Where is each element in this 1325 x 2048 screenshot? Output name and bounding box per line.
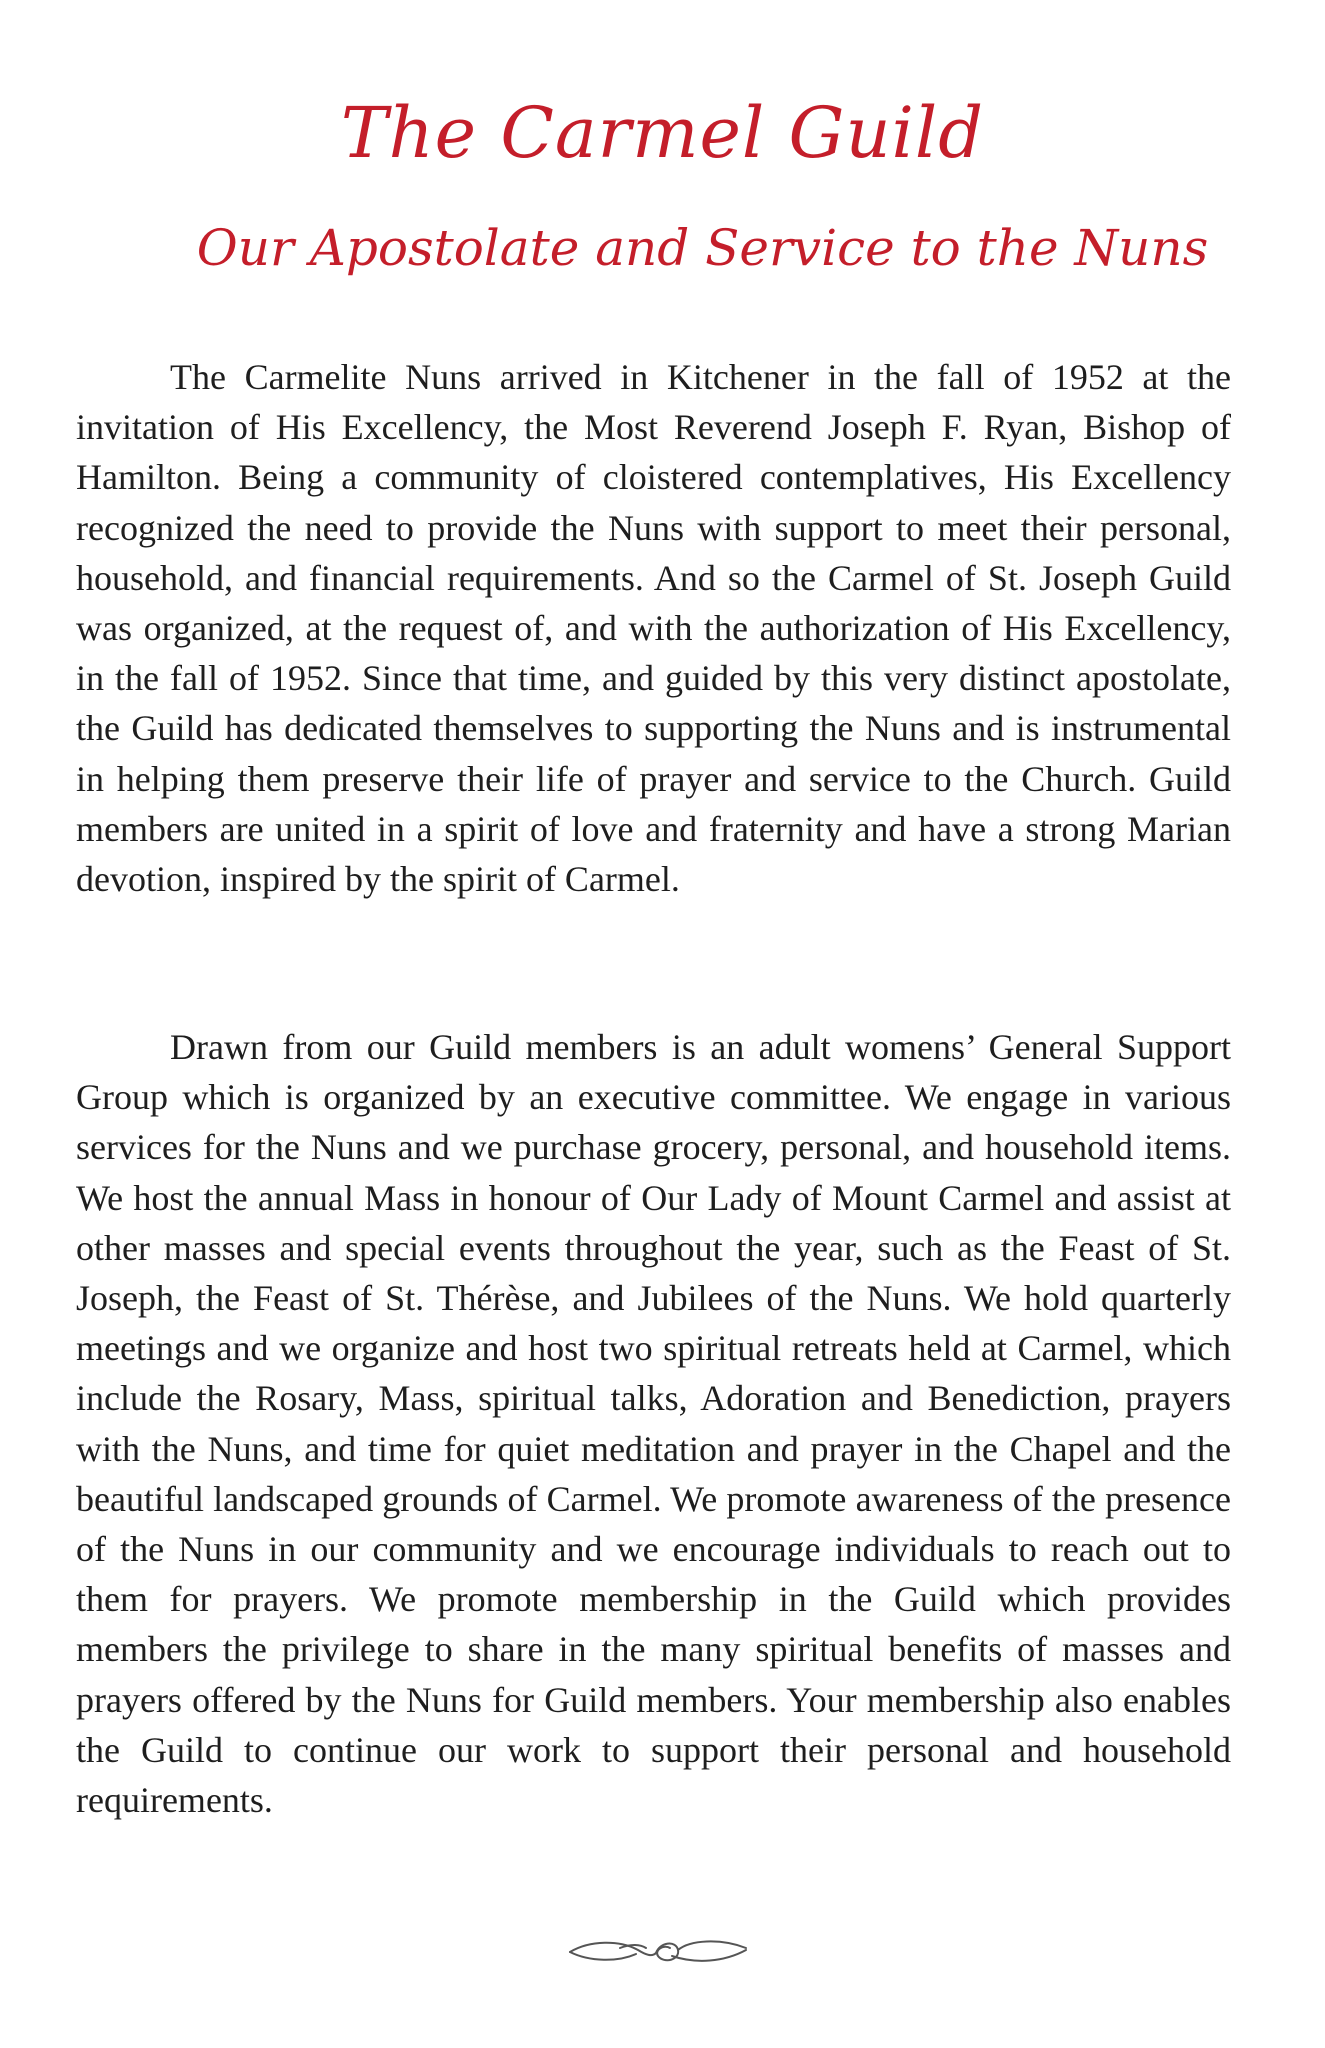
flourish-divider-icon [560, 1926, 760, 1976]
body-paragraph-services: Drawn from our Guild members is an adult womens’ General Support Group which is organized by an executive committee. We engage in various services for the Nuns and we purchase grocery, personal, and household items. We host the annual Mass in honour of Our Lady of Mount Carmel and assist at other masses and special events throughout the year, such as the Feast of St. Joseph, the Feast of St. Thérèse, and Jubilees of the Nuns. We hold quarterly meetings and we organize and host two spiritual retreats held at Carmel, which include the Rosary, Mass, spiritual talks, Adoration and Benediction, prayers with the Nuns, and time for quiet meditation and prayer in the Chapel and the beautiful landscaped grounds of Carmel. We promote awareness of the presence of the Nuns in our community and we encourage individuals to reach out to them for prayers. We promote membership in the Guild which provides members the privilege to share in the many spiritual benefits of masses and prayers offered by the Nuns for Guild members. Your membership also enables the Guild to continue our work to support their personal and household requirements. [76, 1027, 1231, 1821]
body-paragraph-history: The Carmelite Nuns arrived in Kitchener in the fall of 1952 at the invitation of His Excellency, the Most Reverend Joseph F. Ryan, Bishop of Hamilton. Being a community of cloistered contemplatives, His Excellency recognized the need to provide the Nuns with support to meet their personal, household, and financial requirements. And so the Carmel of St. Joseph Guild was organized, at the request of, and with the authorization of His Excellency, in the fall of 1952. Since that time, and guided by this very distinct apostolate, the Guild has dedicated themselves to supporting the Nuns and is instrumental in helping them preserve their life of prayer and service to the Church. Guild members are united in a spirit of love and fraternity and have a strong Marian devotion, inspired by the spirit of Carmel. [76, 357, 1231, 900]
page-title: The Carmel Guild [340, 92, 985, 174]
page-subtitle: Our Apostolate and Service to the Nuns [196, 219, 1209, 277]
